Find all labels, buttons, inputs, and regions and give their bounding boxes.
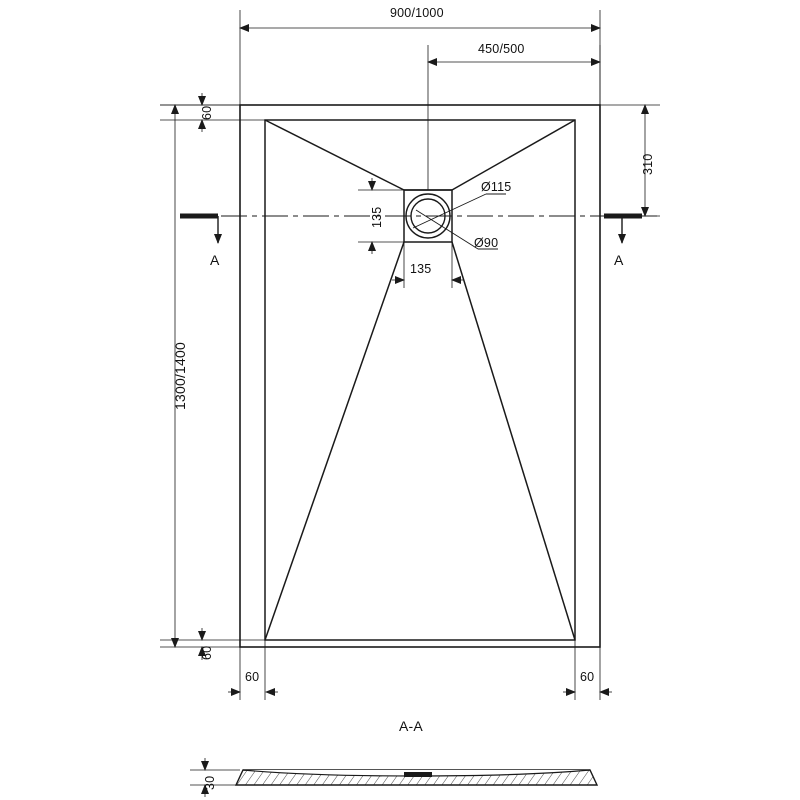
slope-lines bbox=[265, 120, 575, 640]
dim-label-overall-width: 900/1000 bbox=[390, 6, 444, 20]
dim-label-drain-box-width: 135 bbox=[410, 262, 432, 276]
dim-overall-width bbox=[240, 10, 600, 108]
dim-label-drain-box-height: 135 bbox=[370, 206, 384, 228]
dim-label-half-width: 450/500 bbox=[478, 42, 525, 56]
section-title: A-A bbox=[399, 718, 423, 734]
dim-half-width bbox=[428, 45, 600, 190]
dim-label-thickness: 30 bbox=[203, 775, 217, 790]
dim-label-bottom-offset: 60 bbox=[200, 645, 214, 660]
tray-outline bbox=[240, 105, 600, 647]
dim-label-overall-height: 1300/1400 bbox=[172, 342, 188, 410]
dim-label-right-offset: 60 bbox=[580, 670, 595, 684]
section-mark-right: A bbox=[614, 252, 624, 268]
dim-label-outer-diameter: Ø115 bbox=[481, 180, 512, 194]
dim-label-drain-to-top: 310 bbox=[641, 153, 655, 175]
dim-bottom-offset bbox=[160, 628, 268, 660]
section-profile bbox=[236, 770, 597, 785]
dim-label-top-offset: 60 bbox=[200, 105, 214, 120]
dim-label-left-offset: 60 bbox=[245, 670, 260, 684]
dim-top-offset bbox=[160, 93, 268, 132]
section-mark-left: A bbox=[210, 252, 220, 268]
section-arrows bbox=[218, 216, 622, 243]
dim-label-inner-diameter: Ø90 bbox=[474, 236, 499, 250]
